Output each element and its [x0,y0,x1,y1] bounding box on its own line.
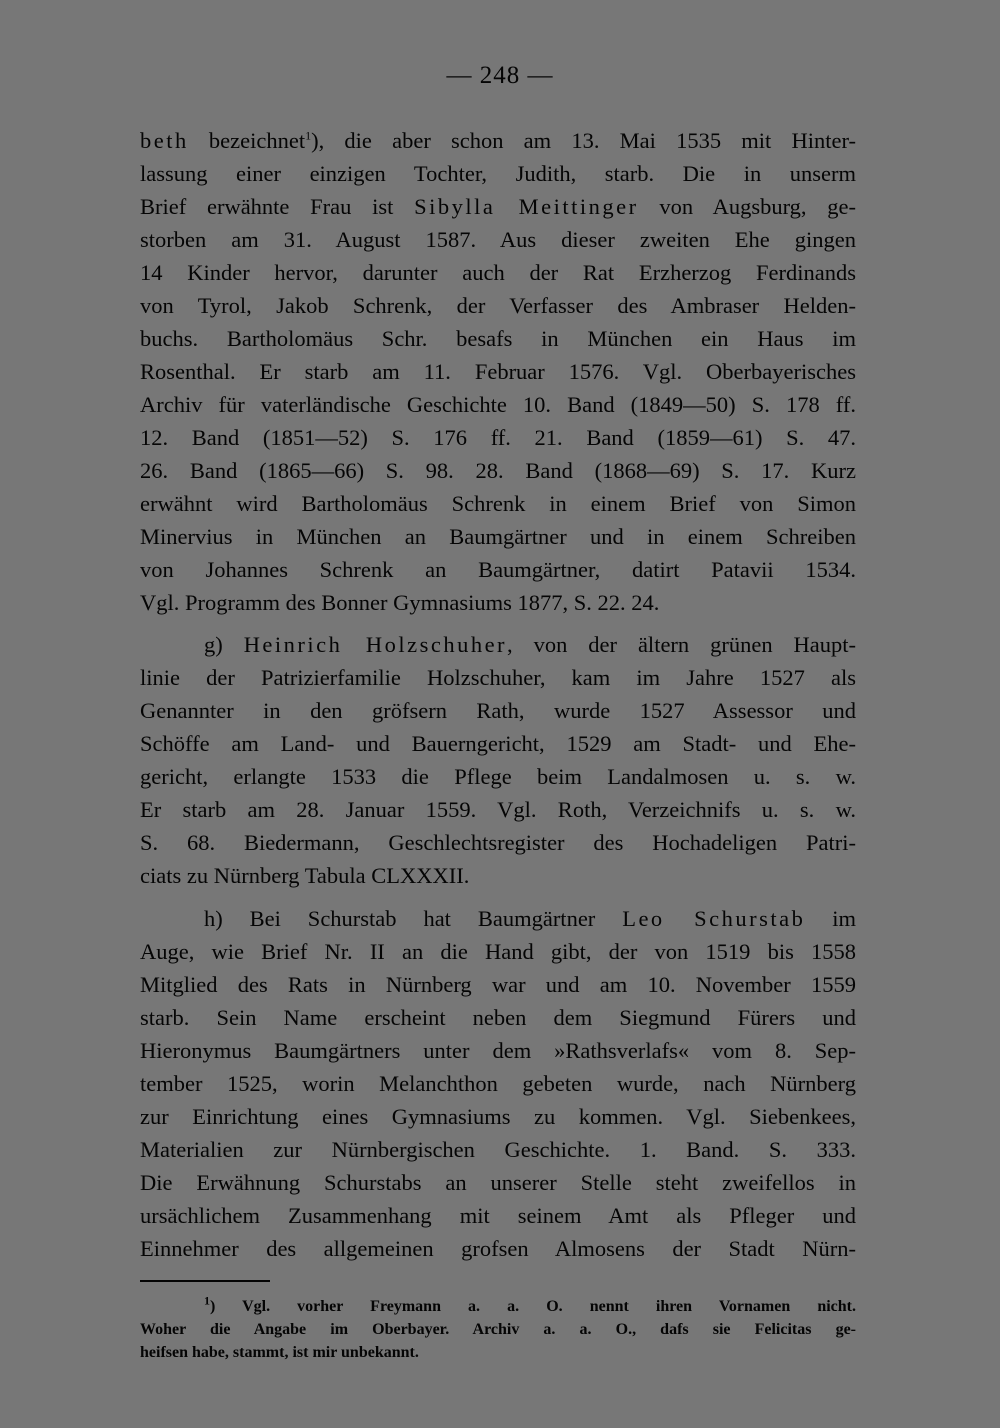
text-line: Vgl. Programm des Bonner Gymnasiums 1877, S. 22. 24. [140,590,660,615]
text-line: Rosenthal. Er starb am 11. Februar 1576. Vgl. Oberbayerisches [140,359,856,384]
text-line: storben am 31. August 1587. Aus dieser zweiten Ehe gingen [140,227,856,252]
footnote-separator [140,1280,270,1282]
text-line: von Tyrol, Jakob Schrenk, der Verfasser des Ambraser Helden- [140,293,856,318]
text-line: tember 1525, worin Melanchthon gebeten wurde, nach Nürnberg [140,1071,856,1096]
page-number: — 248 — [446,62,554,89]
spaced-name: Leo Schurstab [622,906,806,931]
text-line: lassung einer einzigen Tochter, Judith, starb. Die in unserm [140,161,856,186]
text-span: bezeichnet [188,128,306,153]
text-line [140,902,856,935]
text-line: Auge, wie Brief Nr. II an die Hand gibt, der von 1519 bis 1558 [140,939,856,964]
text-line: Einnehmer des allgemeinen grofsen Almosens der Stadt Nürn- [140,1236,856,1261]
text-line: starb. Sein Name erscheint neben dem Siegmund Fürers und [140,1005,856,1030]
text-line: 26. Band (1865—66) S. 98. 28. Band (1868—69) S. 17. Kurz [140,458,856,483]
text-line: Die Erwähnung Schurstabs an unserer Stelle steht zweifellos in [140,1170,856,1195]
text-line [140,628,856,661]
text-span: ), die aber schon am 13. Mai 1535 mit Hinter- [311,128,856,153]
text-line [140,124,856,157]
text-line: von Johannes Schrenk an Baumgärtner, datirt Patavii 1534. [140,557,856,582]
text-line: Archiv für vaterländische Geschichte 10. Band (1849—50) S. 178 ff. [140,392,856,417]
text-span: h) Bei Schurstab hat Baumgärtner [204,906,623,931]
text-span: , von der ältern grünen Haupt- [507,632,856,657]
text-line: Hieronymus Baumgärtners unter dem »Rathsverlafs« vom 8. Sep- [140,1038,856,1063]
text-span: im [805,906,856,931]
text-line: ciats zu Nürnberg Tabula CLXXXII. [140,863,470,888]
spaced-name: Sibylla Meittinger [414,194,639,219]
text-line: gericht, erlangte 1533 die Pflege beim Landalmosen u. s. w. [140,764,856,789]
text-line: Minervius in München an Baumgärtner und in einem Schreiben [140,524,856,549]
text-line: 14 Kinder hervor, darunter auch der Rat Erzherzog Ferdinands [140,260,856,285]
text-line: S. 68. Biedermann, Geschlechtsregister des Hochadeligen Patri- [140,830,856,855]
spaced-word: beth [140,128,189,153]
footnote-line: heifsen habe, stammt, ist mir unbekannt. [140,1344,419,1361]
footnote-marker: 1 [305,128,312,143]
text-line: Schöffe am Land- und Bauerngericht, 1529 am Stadt- und Ehe- [140,731,856,756]
text-span: Brief erwähnte Frau ist [140,194,415,219]
footnote-line [140,1293,856,1318]
text-line: zur Einrichtung eines Gymnasiums zu kommen. Vgl. Siebenkees, [140,1104,856,1129]
text-span: ) Vgl. vorher Freymann a. a. O. nennt ihren Vornamen nicht. [210,1298,856,1315]
text-line: ursächlichem Zusammenhang mit seinem Amt als Pfleger und [140,1203,856,1228]
text-line: buchs. Bartholomäus Schr. besafs in München ein Haus im [140,326,856,351]
text-line: Genannter in den gröfsern Rath, wurde 1527 Assessor und [140,698,856,723]
spaced-name: Heinrich Holzschuher [243,632,508,657]
text-line: Mitglied des Rats in Nürnberg war und am 10. November 1559 [140,972,856,997]
text-line: linie der Patrizierfamilie Holzschuher, kam im Jahre 1527 als [140,665,856,690]
text-span: von Augsburg, ge- [638,194,856,219]
footnote-marker: 1 [204,1293,210,1308]
text-line: Er starb am 28. Januar 1559. Vgl. Roth, Verzeichnifs u. s. w. [140,797,856,822]
text-line: 12. Band (1851—52) S. 176 ff. 21. Band (1859—61) S. 47. [140,425,856,450]
text-span: g) [204,632,244,657]
text-line [140,190,856,223]
footnote-line: Woher die Angabe im Oberbayer. Archiv a. a. O., dafs sie Felicitas ge- [140,1321,856,1338]
text-line: Materialien zur Nürnbergischen Geschichte. 1. Band. S. 333. [140,1137,856,1162]
text-line: erwähnt wird Bartholomäus Schrenk in einem Brief von Simon [140,491,856,516]
